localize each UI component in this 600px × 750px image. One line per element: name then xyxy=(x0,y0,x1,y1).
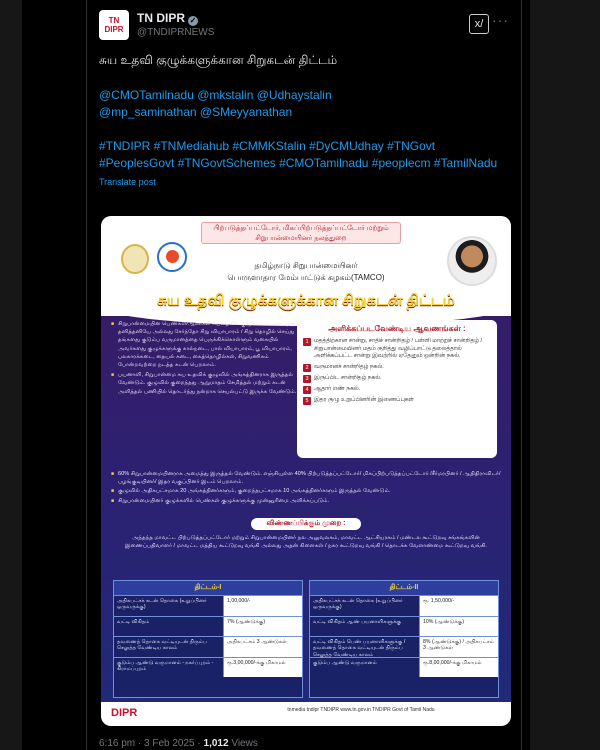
post-meta xyxy=(99,738,258,749)
how-to-apply-text: அந்தந்த மாவட்ட பிற்படுத்தப்பட்டோர் மற்றும் சிறுபான்மையினர் நல அலுவலகம், மாவட்ட ஆட்சியரகம் / மண்டல கூட்டுறவு சங்கங்களின் இணைப்பதிவாளர் / மாவட்ட மத்திய கூட்டுறவு வங்கி அல்லது அதன் கிளைகள் / நகர கூட்டுறவு வங்கி / தொடக்க வேளாண்மை கூட்டுறவு வங்கி. xyxy=(125,535,487,549)
scheme-row-key: வட்டி விகிதம் ஆண் பயனாளிகளுக்கு xyxy=(310,617,420,637)
document-number: 5 xyxy=(303,397,311,405)
document-text: இதர குழு உறுப்பினரின் இணைப்புகள் xyxy=(314,396,414,403)
avatar[interactable] xyxy=(99,10,129,40)
right-gutter xyxy=(522,0,600,750)
condition-item: ■ குழுவில் அதிகபட்சமாக 20 அங்கத்தினர்களும், குறைந்தபட்சமாக 10 அங்கத்தினர்களும் இருத்தல் வேண்டும். xyxy=(111,487,503,495)
eligibility-item: ■ பயனாளி, சிறுபான்மை சுய உதவிக் குழுவில் அங்கத்தினராக இருத்தல் வேண்டும். குழுவில் குறைந்தது ஆறுமாதம் சேமித்தல் மற்றும் கடன் அளித்தல் பணியில் தொடர்ந்து நன்றாக செயல்பட்டு இருக்க வேண்டும். xyxy=(111,371,301,396)
scheme-row xyxy=(310,636,498,657)
scheme-row-value: ரூ.8,00,000/-க்கு மிகாமல் xyxy=(420,658,498,678)
scheme-row-key: வட்டி விகிதம் பெண் பயனாளிகளுக்கு / தவணைத் தொகை வட்டியுடன் திரும்ப செலுத்த வேண்டிய காலம் xyxy=(310,637,420,657)
conditions-list xyxy=(111,470,503,506)
scheme-row-key: தவணைத் தொகை வட்டியுடன் திரும்ப செலுத்த வேண்டிய காலம் xyxy=(114,637,224,657)
post-image[interactable] xyxy=(101,216,511,726)
scheme-row-key: குடும்ப ஆண்டு வருமானம் - நகர்ப்புறம் - கிராமப்புறம் xyxy=(114,658,224,678)
documents-title: அளிக்கப்படவேண்டிய ஆவணங்கள் : xyxy=(328,324,466,333)
condition-item: ■ சிறுபான்மையினர் குழுக்களில் பெண்கள் குழுக்களுக்கு முன்னுரிமை அளிக்கப்படும். xyxy=(111,497,503,505)
display-name-text: TN DIPR xyxy=(137,11,185,25)
document-number: 4 xyxy=(303,386,311,394)
scheme-row-key: குடும்ப ஆண்டு வருமானம் xyxy=(310,658,420,678)
tamco-logo-icon xyxy=(157,242,187,272)
post-timestamp[interactable]: 6:16 pm · 3 Feb 2025 · xyxy=(99,738,201,749)
document-item xyxy=(303,364,491,372)
spacer xyxy=(99,121,509,138)
scheme-row xyxy=(310,657,498,678)
translate-post-link[interactable]: Translate post xyxy=(99,177,156,187)
right-background-panel xyxy=(530,0,600,750)
left-background-panel xyxy=(0,0,22,750)
scheme-2-column xyxy=(309,580,499,698)
how-to-apply-label: விண்ணப்பிக்கும் முறை : xyxy=(251,518,361,530)
scheme-row-value: ரூ.3,00,000/-க்கு மிகாமல் xyxy=(224,658,302,678)
document-number: 1 xyxy=(303,338,311,346)
post-header xyxy=(99,10,509,44)
document-text: ஆதார் எண் நகல். xyxy=(314,385,361,392)
organization-name xyxy=(211,260,401,284)
scheme-row-value: 10% (ஆண்டுக்கு) xyxy=(420,617,498,637)
chief-minister-photo xyxy=(447,236,497,286)
scheme-row-value: 7% (ஆண்டுக்கு) xyxy=(224,617,302,637)
scheme-row-key: வட்டி விகிதம் xyxy=(114,617,224,637)
scheme-row xyxy=(114,616,302,637)
org-line-1: தமிழ்நாடு சிறுபான்மையினர் xyxy=(254,261,358,270)
dipr-footer-logo: DIPR xyxy=(111,707,138,719)
department-banner: பிற்படுத்தப்பட்டோர், மிகப்பிற்படுத்தப்பட்டோர் மற்றும் சிறுபான்மையினர் நலத்துறை xyxy=(201,222,401,244)
document-item xyxy=(303,397,491,405)
scheme-row xyxy=(114,636,302,657)
post-card xyxy=(86,0,522,750)
scheme-1-column xyxy=(113,580,303,698)
hashtags[interactable]: #TNDIPR #TNMediahub #CMMKStalin #DyCMUdhay #TNGovt #PeoplesGovt #TNGovtSchemes #CMOTamilnadu #peoplecm #TamilNadu xyxy=(99,139,498,170)
verified-badge-icon: ✓ xyxy=(189,16,197,25)
condition-item: ■ 60% சிறுபான்மையினராக அமைத்து இருத்தல் வேண்டும். எஞ்சியுள்ள 40% பிற்படுத்தப்பட்டோர்/ மிகப்பிற்படுத்தப்பட்டோர் /சீர்மரபினர் / ஆதிதிராவிடர்/பழங்குடியினர்/ இதர வகுப்பினர் இடம் பெறலாம். xyxy=(111,470,503,486)
more-options-icon[interactable]: ··· xyxy=(492,12,509,28)
post-title: சுய உதவி குழுக்களுக்கான சிறுகடன் திட்டம் xyxy=(99,53,338,67)
scheme-1-head: திட்டம்-I xyxy=(114,581,302,595)
document-number: 3 xyxy=(303,375,311,383)
scheme-row-value: 1,00,000/- xyxy=(224,596,302,616)
grok-button[interactable] xyxy=(469,14,489,34)
grok-icon: x/ xyxy=(474,18,484,30)
scheme-row-key: அதிகபட்சக் கடன் தொகை (உறுப்பினர் ஒருவருக்கு) xyxy=(310,596,420,616)
scheme-row xyxy=(114,595,302,616)
eligibility-item: ■ சிறுபான்மையின பெண்கள்/ஆண்கள் சுயஉதவிக் குழுக்களை அமைத்து, தனித்தனியே அல்லது சேர்ந்தோ சிறு வியாபாரம் / சிறு தொழில் செய்து தங்களது குடும்ப வருமானத்தை பெருக்கிக்கொள்ளும் வகையில் அவர்களது குழுக்களுக்கு கால்நடை, பால் வியாபாரம், பூ வியாபாரம், பலகாரக்கடை, தையல் கடை, கைத்தொழில்கள், சிறுவணிகம் போன்றவற்றை நடத்த கடன் பெறலாம். xyxy=(111,320,301,369)
poster-title: சுய உதவி குழுக்களுக்கான சிறுகடன் திட்டம் xyxy=(157,292,455,309)
user-handle[interactable]: @TNDIPRNEWS xyxy=(137,27,215,38)
documents-box xyxy=(297,320,497,458)
document-item xyxy=(303,375,491,383)
left-gutter xyxy=(0,0,86,750)
scheme-table xyxy=(113,580,499,698)
scheme-row-value: 8% (ஆண்டுக்கு) / அதிகபட்சம் 3 ஆண்டுகள் xyxy=(420,637,498,657)
views-label: Views xyxy=(231,738,258,749)
scheme-row-value: ரூ. 1,50,000/- xyxy=(420,596,498,616)
scheme-row xyxy=(310,616,498,637)
dipr-logo-icon: TN DIPR xyxy=(104,16,124,34)
views-count: 1,012 xyxy=(203,738,229,749)
document-item xyxy=(303,386,491,394)
mentions-line-1[interactable]: @CMOTamilnadu @mkstalin @Udhaystalin xyxy=(99,88,332,102)
scheme-2-head: திட்டம்-II xyxy=(310,581,498,595)
document-number: 2 xyxy=(303,364,311,372)
document-text: வருமானச் சான்றிதழ் நகல். xyxy=(314,363,384,370)
org-line-2: பொருளாதார மேம்பாட்டுக் கழகம்(TAMCO) xyxy=(227,273,385,282)
eligibility-list xyxy=(111,320,301,398)
display-name[interactable] xyxy=(137,11,198,26)
document-item xyxy=(303,338,491,361)
tn-emblem-icon xyxy=(121,244,149,274)
social-handles: tnmedia tndipr TNDIPR www.tn.gov.in TNDIPR Govt of Tamil Nadu xyxy=(287,707,435,713)
scheme-row xyxy=(114,657,302,678)
scheme-row-key: அதிகபட்சக் கடன் தொகை (உறுப்பினர் ஒருவருக்கு) xyxy=(114,596,224,616)
scheme-row xyxy=(310,595,498,616)
poster-footer xyxy=(101,702,511,726)
document-text: மதத்திற்கான சான்று, சாதிச் சான்றிதழ் / பள்ளி மாற்றுச் சான்றிதழ் /சிறுபான்மையினர் மதம் குறித்து வழிப்பாட்டு தலைத்தால் அளிக்கப்பட்ட சான்று இவற்றில் ஏதேனும் ஒன்றின் நகல். xyxy=(314,338,483,359)
scheme-row-value: அதிகபட்சம் 3 ஆண்டுகள் xyxy=(224,637,302,657)
document-text: இருப்பிட சான்றிதழ் நகல். xyxy=(314,374,382,381)
post-text xyxy=(99,52,509,191)
mentions-line-2[interactable]: @mp_saminathan @SMeyyanathan xyxy=(99,105,293,119)
